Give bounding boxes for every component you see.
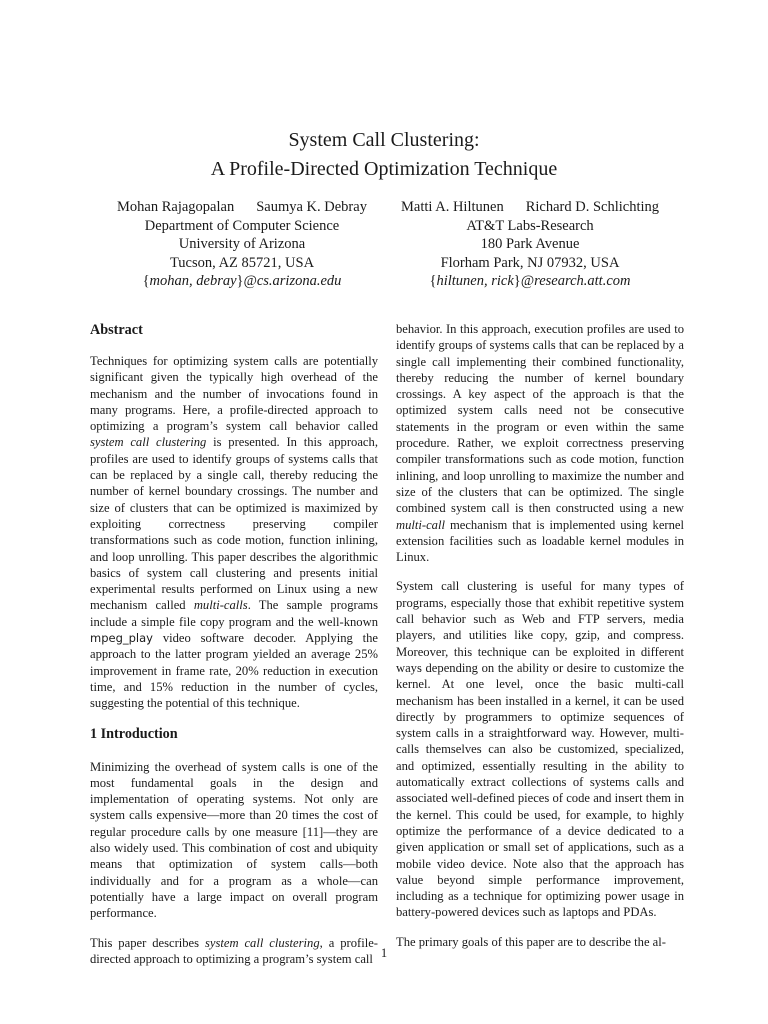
- paper-title-line2: A Profile-Directed Optimization Technique: [210, 158, 558, 180]
- author-university: University of Arizona: [178, 236, 306, 253]
- author-organization: AT&T Labs-Research: [466, 217, 594, 234]
- intro-paragraph-2: This paper describes system call clustering, a profile-directed approach to optimizing a program’s system call: [90, 935, 378, 966]
- author-block-att: [380, 198, 680, 291]
- author-name: Mohan Rajagopalan: [117, 199, 235, 215]
- author-name: Matti A. Hiltunen: [400, 199, 504, 215]
- author-names-left: [92, 198, 392, 217]
- right-paragraph-2: System call clustering is useful for many types of programs, especially those that exhibit repetitive system call behavior such as Web and FTP servers, media players, and utilities like copy, gzip, and compress. Moreover, this technique can be exploited in different ways depending on the ability or desire to customize the kernel. At one level, once the basic multi-call mechanism has been installed in a kernel, it can be used directly by programmers to optimize sequences of system calls in a straightforward way. However, multi-calls themselves can also be customized, specialized, and optimized, essentially resulting in the ability to automatically extract collections of systems calls and associated well-defined pieces of code and insert them in the kernel. This could be used, for example, to highly optimize the performance of a device dedicated to a given application or small set of applications, such as a mobile video device. Note also that the approach has value beyond simple performance improvement, including as a technique for optimizing power usage in battery-powered devices such as laptops and PDAs.: [396, 579, 684, 920]
- author-address: Tucson, AZ 85721, USA: [169, 254, 315, 271]
- left-column: [90, 321, 378, 980]
- right-paragraph-3: The primary goals of this paper are to describe the al-: [396, 934, 666, 949]
- abstract-heading: Abstract: [90, 322, 143, 338]
- intro-paragraph-1: Minimizing the overhead of system calls is one of the most fundamental goals in the design and implementation of operating systems. Not only are system calls expensive—more than 20 times the cost of regular procedure calls by one measure [11]—they are also widely used. This combination of cost and ubiquity means that optimization of system calls—both individually and for a program as a whole—can potentially have a large impact on overall program performance.: [90, 759, 378, 921]
- author-name: Richard D. Schlichting: [525, 199, 659, 215]
- author-email: {hiltunen, rick}@research.att.com: [429, 273, 631, 290]
- page-number: 1: [380, 946, 388, 960]
- abstract-paragraph: Techniques for optimizing system calls are potentially significant given the typically high overhead of the mechanism and the number of invocations found in many programs. Here, a profile-directed approach to optimizing a program’s system call behavior called system call clustering is presented. In this approach, profiles are used to identify groups of systems calls that can be replaced by a single call, thereby reducing the number of kernel boundary crossings. The number and size of clusters that can be optimized is maximized by exploiting correctness preserving compiler transformations such as code motion, function inlining, and loop unrolling. This paper describes the algorithmic basics of system call clustering and presents initial experimental results performed on Linux using a new mechanism called multi-calls. The sample programs include a simple file copy program and the well-known mpeg_play video software decoder. Applying the approach to the latter program yielded an average 25% improvement in frame rate, 20% reduction in execution time, and 15% reduction in the number of cycles, suggesting the potential of this technique.: [90, 354, 378, 711]
- introduction-heading: 1 Introduction: [90, 725, 178, 742]
- author-name: Saumya K. Debray: [256, 199, 367, 215]
- paper-title-line1: System Call Clustering:: [288, 129, 480, 151]
- right-paragraph-1: behavior. In this approach, execution profiles are used to identify groups of systems calls that can be replaced by a single call implementing their combined functionality, thereby reducing the number of kernel boundary crossings. A key aspect of the approach is that the optimized system calls need not be consecutive statements in the program or even within the same procedure. Rather, we exploit correctness preserving compiler transformations such as code motion, function inlining, and loop unrolling to maximize the number and size of the clusters that can be optimized. The single combined system call is then constructed using a new multi-call mechanism that is implemented using kernel extension facilities such as loadable kernel modules in Linux.: [396, 322, 684, 565]
- author-street: 180 Park Avenue: [480, 236, 580, 253]
- author-names-right: [380, 198, 680, 217]
- author-address: Florham Park, NJ 07932, USA: [440, 254, 620, 271]
- author-department: Department of Computer Science: [144, 217, 340, 234]
- author-email: {mohan, debray}@cs.arizona.edu: [142, 273, 342, 290]
- right-column: [396, 321, 684, 963]
- author-block-arizona: [92, 198, 392, 291]
